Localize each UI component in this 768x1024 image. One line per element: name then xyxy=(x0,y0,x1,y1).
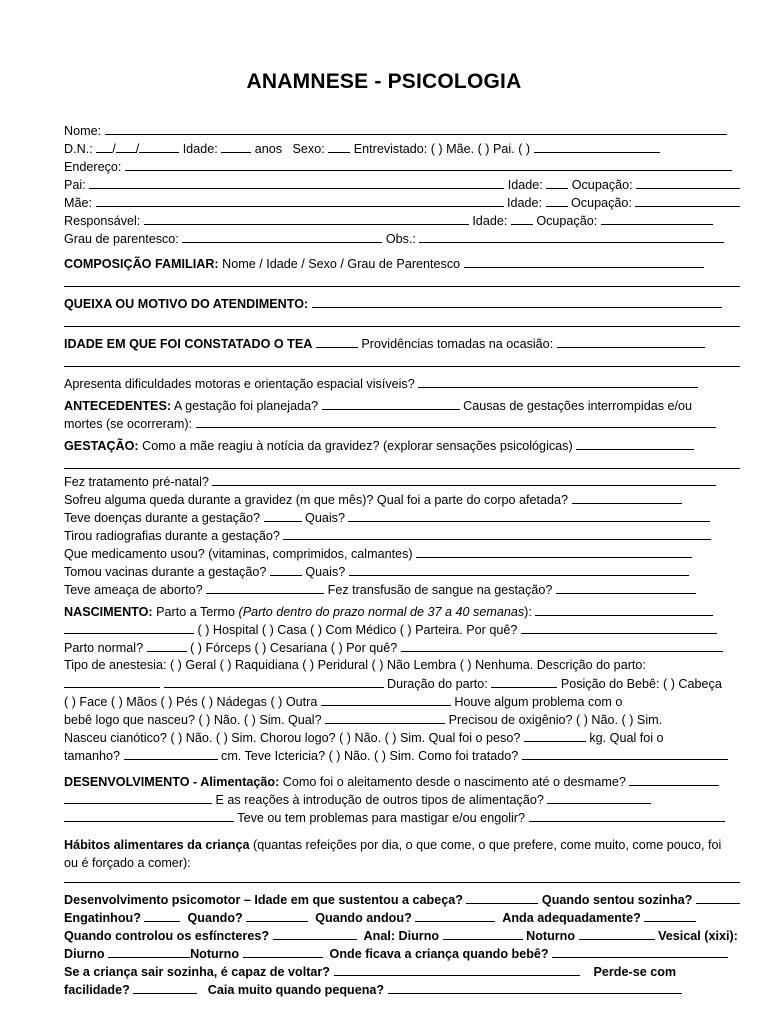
vesical-diurno-label: Diurno xyxy=(64,947,105,961)
queixa-extra-line[interactable] xyxy=(64,312,740,330)
nascimento-local-line xyxy=(64,620,740,638)
radiografias-field[interactable] xyxy=(283,526,711,540)
posicao-options: ( ) Face ( ) Mãos ( ) Pés ( ) Nádegas ( ) Outra xyxy=(64,695,318,709)
pai-line xyxy=(64,175,740,193)
oxigenio-label: Precisou de oxigênio? ( ) Não. ( ) Sim. xyxy=(448,713,663,727)
medicamento-label: Que medicamento usou? (vitaminas, comprimidos, calmantes) xyxy=(64,547,413,561)
sentou-field[interactable] xyxy=(696,890,740,904)
habitos-label: Hábitos alimentares da criança xyxy=(64,838,250,852)
vesical-noturno-label: Noturno xyxy=(190,947,240,961)
bebe-local-field[interactable] xyxy=(552,944,728,958)
cianotico-line xyxy=(64,728,740,746)
transfusao-field[interactable] xyxy=(556,580,696,594)
vacinas-quais-field[interactable] xyxy=(349,562,689,576)
obs-field[interactable] xyxy=(419,229,724,243)
form-body xyxy=(64,121,740,998)
adequadamente-field[interactable] xyxy=(644,908,696,922)
queda-field[interactable] xyxy=(572,490,682,504)
responsavel-field[interactable] xyxy=(144,211,469,225)
mae-label: Mãe: xyxy=(64,196,92,210)
transfusao-label: Fez transfusão de sangue na gestação? xyxy=(327,583,553,597)
tratado-field[interactable] xyxy=(522,746,728,760)
peso-unit: kg. Qual foi o xyxy=(589,731,664,745)
facilidade-label: facilidade? xyxy=(64,983,130,997)
tea-providencias-label: Providências tomadas na ocasião: xyxy=(361,337,554,351)
anal-noturno-label: Noturno xyxy=(526,929,576,943)
aborto-line xyxy=(64,580,740,598)
grau-line xyxy=(64,229,740,247)
queda-line xyxy=(64,490,740,508)
responsavel-idade-field[interactable] xyxy=(511,211,533,225)
adequadamente-label: Anda adequadamente? xyxy=(502,911,641,925)
obs-label: Obs.: xyxy=(385,232,416,246)
diurno-line xyxy=(64,944,740,962)
psicomotor-line xyxy=(64,890,740,908)
reacoes-label: E as reações à introdução de outros tipos de alimentação? xyxy=(215,793,544,807)
doencas-quais-label: Quais? xyxy=(305,511,345,525)
antecedentes-label: ANTECEDENTES: xyxy=(64,399,172,413)
medicamento-field[interactable] xyxy=(416,544,692,558)
tea-line xyxy=(64,334,740,352)
queixa-field[interactable] xyxy=(312,294,722,308)
vacinas-label: Tomou vacinas durante a gestação? xyxy=(64,565,267,579)
vesical-diurno-field[interactable] xyxy=(108,944,190,958)
endereco-field[interactable] xyxy=(125,157,732,171)
dn-day-field[interactable] xyxy=(96,139,112,153)
dn-line: D.N.: / / Idade: anos Sexo: Entrevistado: ( ) Mãe. ( ) Pai. ( ) xyxy=(64,139,740,157)
psicomotor-label: Desenvolvimento psicomotor xyxy=(64,893,241,907)
vacinas-field[interactable] xyxy=(270,562,302,576)
nascimento-italic: (Parto dentro do prazo normal de 37 a 40 semanas xyxy=(238,605,525,619)
sozinha-label: Se a criança sair sozinha, é capaz de voltar? xyxy=(64,965,330,979)
motoras-field[interactable] xyxy=(418,374,698,388)
nascimento-text: Parto a Termo xyxy=(156,605,235,619)
nascimento-local-label: ( ) Hospital ( ) Casa ( ) Com Médico ( ) Parteira. Por quê? xyxy=(197,623,518,637)
nome-label: Nome: xyxy=(64,124,102,138)
pai-field[interactable] xyxy=(89,175,504,189)
mae-ocupacao-label: Ocupação: xyxy=(571,196,632,210)
gestacao-field[interactable] xyxy=(576,436,694,450)
mastigar-line xyxy=(64,808,740,826)
antecedentes-line xyxy=(64,396,740,414)
reacoes-field[interactable] xyxy=(547,790,651,804)
sozinha-line xyxy=(64,962,740,980)
parto-porque-field[interactable] xyxy=(401,638,723,652)
esfincteres-field[interactable] xyxy=(273,926,357,940)
aborto-label: Teve ameaça de aborto? xyxy=(64,583,203,597)
pai-ocupacao-field[interactable] xyxy=(636,175,740,189)
composicao-line xyxy=(64,254,740,272)
ictericia-label: cm. Teve Ictericia? ( ) Não. ( ) Sim. Como foi tratado? xyxy=(221,749,519,763)
parto-normal-line xyxy=(64,638,740,656)
doencas-field[interactable] xyxy=(264,508,302,522)
sentou-label: Quando sentou sozinha? xyxy=(541,893,693,907)
antecedentes-planejada-field[interactable] xyxy=(322,396,460,410)
desenvolvimento-label: DESENVOLVIMENTO - Alimentação: xyxy=(64,775,280,789)
cianotico-label: Nasceu cianótico? ( ) Não. ( ) Sim. Chorou logo? ( ) Não. ( ) Sim. Qual foi o peso? xyxy=(64,731,521,745)
entrevistado-label: Entrevistado: ( ) Mãe. ( ) Pai. ( ) xyxy=(353,142,531,156)
nascimento-local-field[interactable] xyxy=(64,620,194,634)
perde-label: Perde-se com xyxy=(593,965,677,979)
doencas-quais-field[interactable] xyxy=(348,508,710,522)
quando-field[interactable] xyxy=(246,908,308,922)
responsavel-label: Responsável: xyxy=(64,214,141,228)
endereco-line xyxy=(64,157,740,175)
anal-diurno-label: Anal: Diurno xyxy=(363,929,440,943)
bebe-qual-field[interactable] xyxy=(325,710,445,724)
descricao-field-2[interactable] xyxy=(164,674,384,688)
desenvolvimento-line xyxy=(64,772,740,790)
radiografias-line xyxy=(64,526,740,544)
esfincteres-label: Quando controlou os esfíncteres? xyxy=(64,929,270,943)
dn-month-field[interactable] xyxy=(116,139,136,153)
desenvolvimento-text: Como foi o aleitamento desde o nascimento até o desmame? xyxy=(282,775,626,789)
prenatal-line xyxy=(64,472,740,490)
parto-normal-field[interactable] xyxy=(147,638,187,652)
vacinas-line xyxy=(64,562,740,580)
duracao-line xyxy=(64,674,740,692)
engatinhou-label: Engatinhou? xyxy=(64,911,141,925)
sexo-field[interactable] xyxy=(328,139,350,153)
bebe-local-label: Onde ficava a criança quando bebê? xyxy=(329,947,549,961)
grau-label: Grau de parentesco: xyxy=(64,232,179,246)
habitos-text-2: ou é forçado a comer): xyxy=(64,856,191,870)
aborto-field[interactable] xyxy=(206,580,324,594)
quando-label: Quando? xyxy=(187,911,243,925)
radiografias-label: Tirou radiografias durante a gestação? xyxy=(64,529,280,543)
tea-label: IDADE EM QUE FOI CONSTATADO O TEA xyxy=(64,337,313,351)
andou-label: Quando andou? xyxy=(315,911,412,925)
dn-year-field[interactable] xyxy=(139,139,179,153)
anestesia-line xyxy=(64,656,740,674)
pai-idade-label: Idade: xyxy=(507,178,543,192)
gestacao-label: GESTAÇÃO: xyxy=(64,439,139,453)
antecedentes-text1: A gestação foi planejada? xyxy=(173,399,319,413)
anal-diurno-field[interactable] xyxy=(443,926,523,940)
responsavel-ocupacao-field[interactable] xyxy=(601,211,713,225)
tamanho-line xyxy=(64,746,740,764)
problema-label: Houve algum problema com o xyxy=(454,695,623,709)
descricao-field[interactable] xyxy=(64,674,160,688)
composicao-field[interactable] xyxy=(464,254,704,268)
doencas-label: Teve doenças durante a gestação? xyxy=(64,511,261,525)
queixa-line xyxy=(64,294,740,312)
vesical-label: Vesical (xixi): xyxy=(658,929,738,943)
vacinas-quais-label: Quais? xyxy=(305,565,346,579)
facilidade-field[interactable] xyxy=(133,980,197,994)
bebe-line xyxy=(64,710,740,728)
posicao-outra-field[interactable] xyxy=(321,692,451,706)
tea-providencias-field[interactable] xyxy=(557,334,705,348)
antecedentes-text2: Causas de gestações interrompidas e/ou xyxy=(463,399,693,413)
posicao-label: Posição do Bebê: ( ) Cabeça xyxy=(560,677,722,691)
nascimento-line: NASCIMENTO: Parto a Termo (Parto dentro do prazo normal de 37 a 40 semanas): xyxy=(64,602,740,620)
engatinhou-field[interactable] xyxy=(144,908,180,922)
page-title: ANAMNESE - PSICOLOGIA xyxy=(246,70,522,93)
composicao-text: Nome / Idade / Sexo / Grau de Parentesco xyxy=(222,257,461,271)
grau-field[interactable] xyxy=(182,229,382,243)
mae-idade-label: Idade: xyxy=(507,196,543,210)
tamanho-field[interactable] xyxy=(124,746,218,760)
gestacao-text: Como a mãe reagiu à notícia da gravidez? (explorar sensações psicológicas) xyxy=(142,439,573,453)
andou-field[interactable] xyxy=(415,908,495,922)
doencas-line xyxy=(64,508,740,526)
responsavel-line xyxy=(64,211,740,229)
responsavel-idade-label: Idade: xyxy=(472,214,508,228)
aleitamento-field[interactable] xyxy=(629,772,719,786)
caia-label: Caia muito quando pequena? xyxy=(207,983,385,997)
prenatal-field[interactable] xyxy=(212,472,716,486)
psicomotor-text: – Idade em que sustentou a cabeça? xyxy=(243,893,463,907)
gestacao-extra-line[interactable] xyxy=(64,454,740,472)
tamanho-label: tamanho? xyxy=(64,749,121,763)
composicao-extra-line[interactable] xyxy=(64,272,740,290)
anal-noturno-field[interactable] xyxy=(579,926,655,940)
mae-ocupacao-field[interactable] xyxy=(635,193,740,207)
medicamento-line xyxy=(64,544,740,562)
endereco-label: Endereço: xyxy=(64,160,122,174)
motoras-line xyxy=(64,374,740,392)
tea-idade-field[interactable] xyxy=(316,334,358,348)
vesical-noturno-field[interactable] xyxy=(243,944,323,958)
duracao-field[interactable] xyxy=(491,674,557,688)
aleitamento-field-2[interactable] xyxy=(64,790,212,804)
pai-idade-field[interactable] xyxy=(546,175,568,189)
gestacao-line xyxy=(64,436,740,454)
mae-field[interactable] xyxy=(96,193,504,207)
dn-label: D.N.: xyxy=(64,142,93,156)
peso-field[interactable] xyxy=(524,728,586,742)
queixa-label: QUEIXA OU MOTIVO DO ATENDIMENTO: xyxy=(64,297,309,311)
mastigar-label: Teve ou tem problemas para mastigar e/ou engolir? xyxy=(237,811,525,825)
pai-ocupacao-label: Ocupação: xyxy=(571,178,633,192)
anos-label: anos xyxy=(254,142,283,156)
mae-line xyxy=(64,193,740,211)
sozinha-field[interactable] xyxy=(334,962,580,976)
mortes-line xyxy=(64,414,740,432)
entrevistado-field[interactable] xyxy=(534,139,660,153)
facilidade-line xyxy=(64,980,740,998)
parto-normal-label: Parto normal? xyxy=(64,641,144,655)
habitos-line xyxy=(64,836,740,854)
mortes-label: mortes (se ocorreram): xyxy=(64,417,193,431)
sexo-label: Sexo: xyxy=(292,142,325,156)
anestesia-label: Tipo de anestesia: ( ) Geral ( ) Raquidiana ( ) Peridural ( ) Não Lembra ( ) Nenhuma. Descrição do parto: xyxy=(64,658,646,672)
engatinhou-line xyxy=(64,908,740,926)
mortes-field[interactable] xyxy=(196,414,716,428)
cabeca-field[interactable] xyxy=(466,890,538,904)
nome-line xyxy=(64,121,740,139)
habitos-extra-line[interactable] xyxy=(64,868,740,886)
pai-label: Pai: xyxy=(64,178,86,192)
esfincteres-line xyxy=(64,926,740,944)
duracao-label: Duração do parto: xyxy=(387,677,488,691)
bebe-label: bebê logo que nasceu? ( ) Não. ( ) Sim. Qual? xyxy=(64,713,322,727)
parto-tipo-label: ( ) Fórceps ( ) Cesariana ( ) Por quê? xyxy=(190,641,398,655)
mae-idade-field[interactable] xyxy=(546,193,568,207)
motoras-label: Apresenta dificuldades motoras e orientação espacial visíveis? xyxy=(64,377,415,391)
prenatal-label: Fez tratamento pré-natal? xyxy=(64,475,209,489)
reacoes-field-2[interactable] xyxy=(64,808,234,822)
habitos-text: (quantas refeições por dia, o que come, o que prefere, come muito, come pouco, foi xyxy=(253,838,722,852)
nascimento-field[interactable] xyxy=(535,602,713,616)
idade-label: Idade: xyxy=(182,142,218,156)
idade-field[interactable] xyxy=(221,139,251,153)
composicao-label: COMPOSIÇÃO FAMILIAR: xyxy=(64,257,219,271)
tea-extra-line[interactable] xyxy=(64,352,740,370)
mastigar-field[interactable] xyxy=(529,808,725,822)
nascimento-porque-field[interactable] xyxy=(521,620,717,634)
caia-field[interactable] xyxy=(388,980,682,994)
nome-field[interactable] xyxy=(105,121,727,135)
nascimento-label: NASCIMENTO: xyxy=(64,605,153,619)
responsavel-ocupacao-label: Ocupação: xyxy=(536,214,598,228)
queda-label: Sofreu alguma queda durante a gravidez (m que mês)? Qual foi a parte do corpo afetada? xyxy=(64,493,569,507)
reacoes-line xyxy=(64,790,740,808)
posicao-line xyxy=(64,692,740,710)
